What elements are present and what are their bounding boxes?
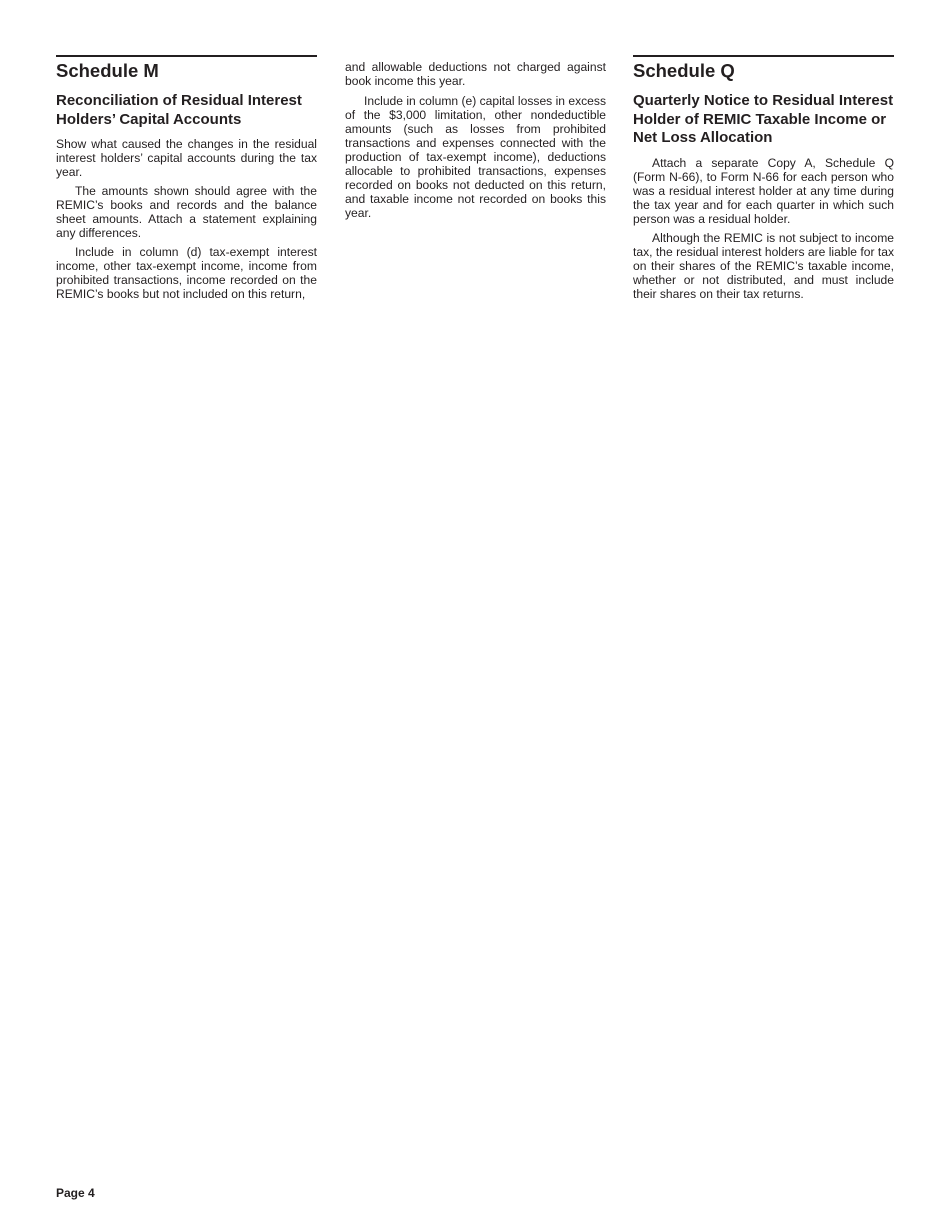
schedule-q-column <box>633 55 894 306</box>
schedule-q-rule <box>633 55 894 57</box>
middle-paragraph-1: and allowable deductions not charged against book income this year. <box>345 60 606 88</box>
schedule-q-paragraph-2: Although the REMIC is not subject to income tax, the residual interest holders are liable for tax on their shares of the REMIC’s taxable income, whether or not distributed, and must include their shares on their tax returns. <box>633 230 894 301</box>
schedule-q-title: Schedule Q <box>633 60 735 81</box>
schedule-m-paragraph-1: Show what caused the changes in the residual interest holders’ capital accounts during the tax year. <box>56 137 317 179</box>
schedule-q-subtitle: Quarterly Notice to Residual Interest Holder of REMIC Taxable Income or Net Loss Allocation <box>633 92 894 146</box>
schedule-m-subtitle: Reconciliation of Residual Interest Holders’ Capital Accounts <box>56 92 302 128</box>
schedule-m-rule <box>56 55 317 57</box>
schedule-m-paragraph-3: Include in column (d) tax-exempt interest income, other tax-exempt income, income from prohibited transactions, income recorded on the REMIC’s books but not included on this return, <box>56 245 317 301</box>
schedule-m-paragraph-2: The amounts shown should agree with the REMIC’s books and records and the balance sheet amounts. Attach a statement explaining any differences. <box>56 184 317 240</box>
schedule-m-title: Schedule M <box>56 60 159 81</box>
page-number: Page 4 <box>56 1186 95 1200</box>
schedule-q-paragraph-1: Attach a separate Copy A, Schedule Q (Form N-66), to Form N-66 for each person who was a residual interest holder at any time during the tax year and for each quarter in which such person was a residual holder. <box>633 155 894 226</box>
schedule-m-column <box>56 55 317 306</box>
middle-column <box>345 60 606 226</box>
middle-paragraph-2: Include in column (e) capital losses in excess of the $3,000 limitation, other nondeductible amounts (such as losses from prohibited transactions and expenses connected with the production of tax-exempt income), deductions allocable to prohibited transactions, expenses recorded on books not deducted on this return, and taxable income not recorded on books this year. <box>345 94 606 220</box>
